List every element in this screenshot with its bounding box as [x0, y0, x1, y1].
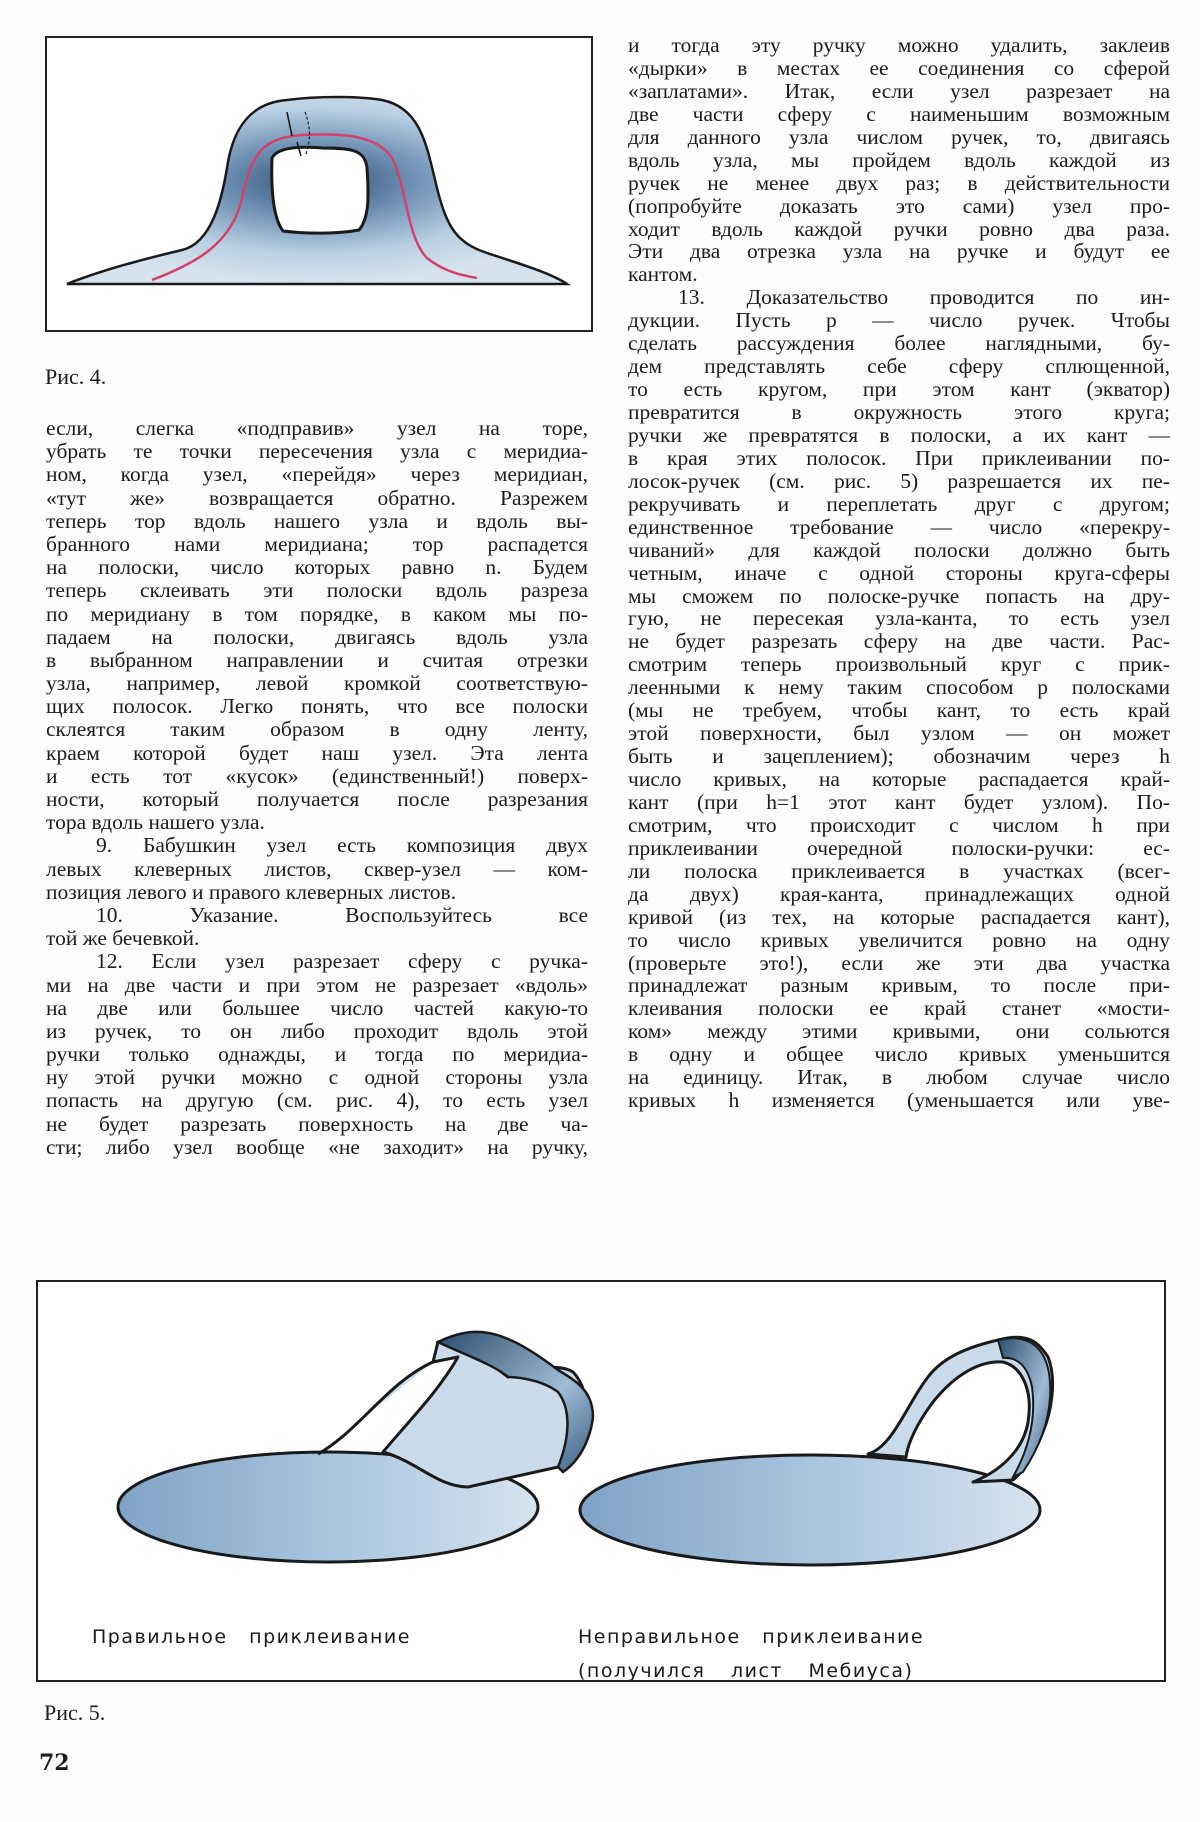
text-line: «тут же» возвращается обратно. Разрежем [46, 485, 588, 510]
text-line: бранного нами меридиана; тор распадется [46, 531, 588, 556]
text-line: кривой (из тех, на которые распадается кант), [628, 904, 1170, 929]
text-line: смотрим, что происходит с числом h при [628, 812, 1170, 837]
text-line: по меридиану в том порядке, в каком мы по- [46, 601, 588, 626]
right-text-column [628, 34, 1170, 1112]
text-line: ну этой ручки можно с одной стороны узла [46, 1065, 588, 1090]
text-line: две части сферу с наименьшим возможным [628, 101, 1170, 126]
text-line: кантом. [628, 262, 698, 287]
text-line: если, слегка «подправив» узел на торе, [46, 416, 588, 440]
text-line: ком» между этими кривыми, они сольются [628, 1019, 1170, 1044]
text-line: не будет разрезать поверхность на две ча- [46, 1111, 588, 1136]
text-line: щих полосок. Легко понять, что все полоски [46, 694, 588, 719]
text-line: в края этих полосок. При приклеивании по- [628, 445, 1170, 470]
figure-5-caption: Рис. 5. [44, 1700, 106, 1725]
text-line: то есть кругом, при этом кант (экватор) [628, 377, 1170, 402]
text-line: позиция левого и правого клеверных листов. [46, 879, 457, 904]
text-line: ности, который получается после разрезания [46, 787, 588, 811]
text-line: быть и зацеплением); обозначим через h [628, 744, 1170, 769]
torus-handle-illustration [47, 38, 591, 330]
text-line: из ручек, то он либо проходит вдоль этой [46, 1018, 588, 1043]
text-line: единственное требование — число «перекру- [628, 514, 1170, 539]
text-line: четным, иначе с одной стороны круга-сферы [628, 560, 1170, 585]
text-line: рекручивать и переплетать друг с другом; [628, 491, 1170, 516]
text-line: узла, например, левой кромкой соответствую- [46, 671, 588, 696]
text-line: на две или большее число частей какую-то [46, 995, 588, 1020]
text-line: убрать те точки пересечения узла с меридиа- [46, 439, 588, 464]
text-line: приклеивании очередной полоски-ручки: ес- [628, 835, 1170, 860]
text-line: теперь склеивать эти полоски вдоль разреза [46, 578, 588, 603]
text-line: лосок-ручек (см. рис. 5) разрешается их пе- [628, 468, 1170, 493]
text-line: и тогда эту ручку можно удалить, заклеив [628, 33, 1170, 57]
text-line: сти; либо узел вообще «не заходит» на ручку, [46, 1134, 588, 1159]
text-line: ручек не менее двух раз; в действительности [628, 170, 1170, 195]
text-line: (мы не требуем, чтобы кант, то есть край [628, 698, 1170, 723]
incorrect-gluing-label: Неправильное приклеивание [578, 1626, 925, 1648]
correct-gluing-drawing [118, 1332, 593, 1562]
text-line: смотрим теперь произвольный круг с прик- [628, 652, 1170, 677]
text-line: на полоски, число которых равно n. Будем [46, 555, 588, 580]
text-line: число кривых, на которые распадается край- [628, 767, 1170, 791]
text-line: ручки только однажды, и тогда по меридиа- [46, 1042, 588, 1067]
text-line: принадлежат разным кривым, то после при- [628, 973, 1170, 998]
mobius-note-label: (получился лист Мебиуса) [578, 1660, 914, 1682]
correct-gluing-label: Правильное приклеивание [92, 1626, 411, 1648]
text-line: 9. Бабушкин узел есть композиция двух [96, 833, 588, 858]
text-line: не будет разрезать сферу на две части. Рас- [628, 629, 1170, 654]
text-line: тора вдоль нашего узла. [46, 810, 265, 835]
text-line: ном, когда узел, «перейдя» через меридиан, [46, 462, 588, 487]
text-line: для данного узла числом ручек, то, двигаясь [628, 124, 1170, 149]
text-line: в выбранном направлении и считая отрезки [46, 647, 588, 672]
text-line: Эти два отрезка узла на ручке и будут ее [628, 239, 1170, 264]
text-line: да двух) края-канта, принадлежащих одной [628, 881, 1170, 906]
text-line: сделать рассуждения более наглядными, бу- [628, 331, 1170, 356]
text-line: ходит вдоль каждой ручки ровно два раза. [628, 216, 1170, 241]
text-line: ми на две части и при этом не разрезает «вдоль» [46, 972, 588, 997]
text-line: и есть тот «кусок» (единственный!) поверх- [46, 763, 588, 788]
text-line: кант (при h=1 этот кант будет узлом). По- [628, 789, 1170, 814]
text-line: (проверьте это!), если же эти два участка [628, 950, 1170, 975]
text-line: 10. Указание. Воспользуйтесь все [96, 902, 588, 927]
text-line: той же бечевкой. [46, 926, 200, 951]
text-line: попасть на другую (см. рис. 4), то есть узел [46, 1088, 588, 1113]
text-line: мы сможем по полоске-ручке попасть на дру- [628, 583, 1170, 608]
text-line: левых клеверных листов, сквер-узел — ком- [46, 856, 588, 881]
figure-4-image [45, 36, 593, 332]
text-line: «заплатами». Итак, если узел разрезает на [628, 78, 1170, 103]
text-line: клеивания полоски ее край станет «мости- [628, 996, 1170, 1021]
text-line: кривых h изменяется (уменьшается или уве- [628, 1088, 1170, 1113]
text-line: гую, не пересекая узла-канта, то есть узел [628, 606, 1170, 631]
text-line: в одну и общее число кривых уменьшится [628, 1042, 1170, 1067]
figure-4-caption: Рис. 4. [45, 364, 107, 389]
incorrect-gluing-drawing [580, 1337, 1053, 1565]
text-line: на единицу. Итак, в любом случае число [628, 1065, 1170, 1090]
strip-gluing-illustration [38, 1282, 1164, 1680]
page-number: 72 [39, 1750, 70, 1776]
text-line: леенными к нему таким способом p полосками [628, 675, 1170, 700]
text-line: 13. Доказательство проводится по ин- [678, 285, 1170, 310]
text-line: чиваний» для каждой полоски должно быть [628, 537, 1170, 562]
text-line: ли полоска приклеивается в участках (всег- [628, 858, 1170, 883]
text-line: этой поверхности, был узлом — он может [628, 721, 1170, 746]
text-line: падаем на полоски, двигаясь вдоль узла [46, 624, 588, 649]
text-line: дукции. Пусть p — число ручек. Чтобы [628, 308, 1170, 333]
text-line: теперь тор вдоль нашего узла и вдоль вы- [46, 508, 588, 533]
text-line: «дырки» в местах ее соединения со сферой [628, 55, 1170, 80]
text-line: вдоль узла, мы пройдем вдоль каждой из [628, 147, 1170, 172]
text-line: склеятся таким образом в одну ленту, [46, 717, 588, 742]
text-line: превратится в окружность этого круга; [628, 400, 1170, 424]
text-line: (попробуйте доказать это сами) узел про- [628, 193, 1170, 218]
text-line: краем которой будет наш узел. Эта лента [46, 740, 588, 765]
text-line: дем представлять себе сферу сплющенной, [628, 354, 1170, 379]
figure-5-image [36, 1280, 1166, 1682]
left-text-column [46, 417, 588, 1159]
text-line: то число кривых увеличится ровно на одну [628, 927, 1170, 952]
text-line: 12. Если узел разрезает сферу с ручка- [96, 949, 588, 974]
text-line: ручки же превратятся в полоски, а их кант — [628, 422, 1170, 447]
